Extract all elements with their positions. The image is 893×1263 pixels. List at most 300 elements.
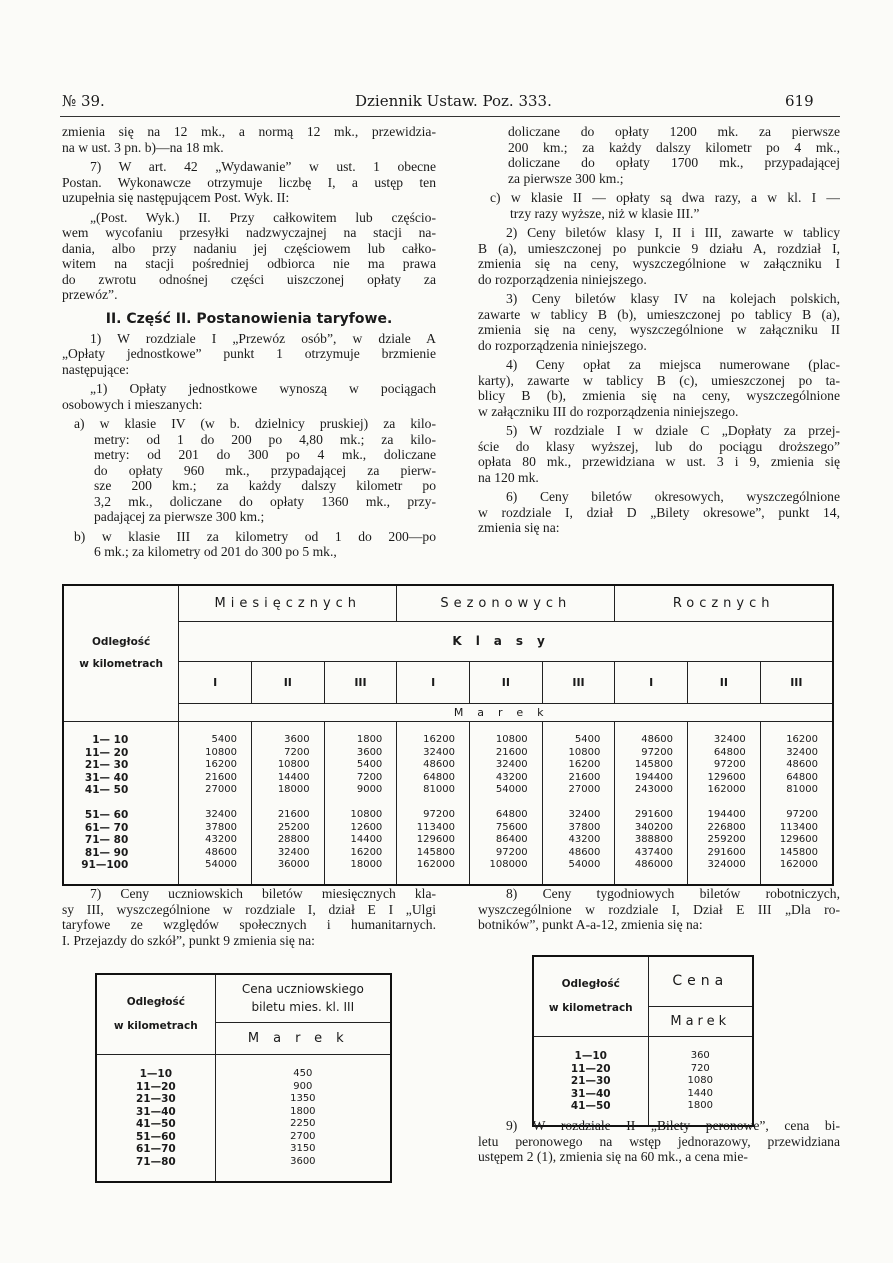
text-line: w załączniku III do rozporządzenia niniejszego. bbox=[478, 403, 739, 419]
text-line: „Opłaty jednostkowe” punkt 1 otrzymuje brzmienie bbox=[62, 346, 436, 361]
class-header: III bbox=[324, 661, 397, 703]
price-cell: 3600 bbox=[324, 747, 397, 760]
spacer-cell bbox=[96, 1168, 215, 1182]
distance-cell: 41—50 bbox=[533, 1100, 648, 1113]
distance-cell: 91—100 bbox=[63, 859, 179, 872]
text-line: 9) W rozdziale II „Bilety peronowe”, cena bi- bbox=[506, 1118, 840, 1133]
paragraph bbox=[478, 1118, 840, 1165]
table-row bbox=[63, 759, 833, 772]
price-cell: 48600 bbox=[397, 759, 470, 772]
price-cell: 360 bbox=[648, 1050, 753, 1063]
classes-label: Klasy bbox=[179, 621, 833, 661]
price-cell: 1800 bbox=[648, 1100, 753, 1113]
price-cell: 32400 bbox=[179, 809, 252, 822]
table-row bbox=[533, 1050, 753, 1063]
text-line: metry: od 201 do 300 po 4 mk., doliczane bbox=[94, 447, 436, 462]
price-cell: 5400 bbox=[542, 734, 615, 747]
paragraph bbox=[62, 529, 436, 560]
distance-cell: 21—30 bbox=[96, 1093, 215, 1106]
text-line: do opłaty 960 mk., przypadającej za pierw- bbox=[94, 462, 436, 478]
text-line: zawarte w tablicy B (b), umieszczonej po tablicy B (a), bbox=[478, 306, 840, 322]
class-header: I bbox=[615, 661, 688, 703]
class-header: III bbox=[760, 661, 833, 703]
distance-cell: 11—20 bbox=[96, 1081, 215, 1094]
spacer-cell bbox=[397, 797, 470, 810]
spacer-row bbox=[533, 1036, 753, 1050]
text-line: osobowych i mieszanych: bbox=[62, 396, 203, 412]
page-number: 619 bbox=[785, 92, 814, 110]
text-line: 7) W art. 42 „Wydawanie” w ust. 1 obecne bbox=[90, 159, 436, 174]
price-cell: 43200 bbox=[179, 834, 252, 847]
text-line: uzupełnia się następującem Post. Wyk. II: bbox=[62, 190, 290, 205]
price-cell: 21600 bbox=[251, 809, 324, 822]
text-line: 1) W rozdziale I „Przewóz osób”, w dziale A bbox=[90, 330, 436, 346]
text-line: ustępem 2 (1), zmienia się na 60 mk., a cena mie- bbox=[478, 1149, 748, 1164]
distance-cell: 1—10 bbox=[96, 1068, 215, 1081]
price-cell: 291600 bbox=[688, 847, 761, 860]
price-cell: 32400 bbox=[469, 759, 542, 772]
spacer-cell bbox=[215, 1168, 391, 1182]
spacer-cell bbox=[63, 872, 179, 886]
header-row-classes-label bbox=[63, 621, 833, 661]
distance-cell: 31—40 bbox=[96, 1106, 215, 1119]
distance-cell: 71— 80 bbox=[63, 834, 179, 847]
distance-cell: 1—10 bbox=[533, 1050, 648, 1063]
spacer-cell bbox=[615, 721, 688, 734]
price-cell: 21600 bbox=[469, 747, 542, 760]
spacer-cell bbox=[397, 872, 470, 886]
table-row bbox=[63, 784, 833, 797]
price-cell: 1350 bbox=[215, 1093, 391, 1106]
issue-number: № 39. bbox=[62, 92, 105, 110]
class-header: II bbox=[251, 661, 324, 703]
price-cell: 54000 bbox=[179, 859, 252, 872]
paragraph bbox=[478, 357, 840, 419]
class-header: II bbox=[469, 661, 542, 703]
price-cell: 16200 bbox=[542, 759, 615, 772]
table-row bbox=[63, 734, 833, 747]
price-cell: 14400 bbox=[251, 772, 324, 785]
price-cell: 10800 bbox=[179, 747, 252, 760]
table-row bbox=[63, 809, 833, 822]
ticket-type-header: Rocznych bbox=[615, 585, 833, 621]
ticket-type-header: Sezonowych bbox=[397, 585, 615, 621]
spacer-cell bbox=[324, 721, 397, 734]
period-ticket-table bbox=[62, 584, 834, 886]
price-cell: 32400 bbox=[251, 847, 324, 860]
distance-header bbox=[533, 956, 648, 1036]
text-line: dania, albo przy nadaniu jej częściowem lub całko- bbox=[62, 240, 436, 256]
spacer-cell bbox=[251, 872, 324, 886]
price-cell: 21600 bbox=[542, 772, 615, 785]
paragraph bbox=[62, 331, 436, 378]
distance-cell: 11— 20 bbox=[63, 747, 179, 760]
section-heading: II. Część II. Postanowienia taryfowe. bbox=[105, 310, 393, 327]
paragraph bbox=[478, 291, 840, 353]
price-cell: 3600 bbox=[251, 734, 324, 747]
header-row bbox=[533, 956, 753, 1006]
distance-header-line: w kilometrach bbox=[79, 658, 164, 671]
distance-cell: 81— 90 bbox=[63, 847, 179, 860]
distance-header-line: w kilometrach bbox=[548, 1002, 633, 1015]
journal-title: Dziennik Ustaw. Poz. 333. bbox=[355, 92, 552, 110]
text-line: b) w klasie III za kilometry od 1 do 200—po bbox=[74, 528, 436, 544]
text-line: taryfowe ze względów społecznych i humanitarnych. bbox=[62, 917, 436, 932]
text-line: 7) Ceny uczniowskich biletów miesięcznych kla- bbox=[90, 886, 436, 901]
class-header: I bbox=[397, 661, 470, 703]
text-line: 5) W rozdziale I w dziale C „Dopłaty za przej- bbox=[506, 423, 840, 438]
spacer-cell bbox=[469, 797, 542, 810]
spacer-cell bbox=[215, 1054, 391, 1068]
price-cell: 145800 bbox=[397, 847, 470, 860]
spacer-cell bbox=[324, 872, 397, 886]
price-cell: 145800 bbox=[760, 847, 833, 860]
distance-cell: 31— 40 bbox=[63, 772, 179, 785]
distance-cell: 11—20 bbox=[533, 1063, 648, 1076]
distance-header-line: Odległość bbox=[126, 996, 185, 1009]
text-line: I. Przejazdy do szkół”, punkt 9 zmienia się na: bbox=[62, 932, 315, 948]
price-cell: 18000 bbox=[324, 859, 397, 872]
price-cell: 388800 bbox=[615, 834, 688, 847]
price-cell: 2700 bbox=[215, 1131, 391, 1144]
price-cell: 486000 bbox=[615, 859, 688, 872]
paragraph bbox=[62, 159, 436, 206]
text-line: następujące: bbox=[62, 361, 130, 377]
paragraph bbox=[478, 124, 840, 186]
price-cell: 5400 bbox=[179, 734, 252, 747]
paragraph bbox=[478, 489, 840, 536]
distance-header-line: w kilometrach bbox=[113, 1020, 198, 1033]
price-cell: 86400 bbox=[469, 834, 542, 847]
section-9 bbox=[478, 1118, 840, 1169]
price-cell: 32400 bbox=[397, 747, 470, 760]
text-line: do rozporządzenia niniejszego. bbox=[478, 271, 647, 287]
price-cell: 48600 bbox=[615, 734, 688, 747]
table-row bbox=[96, 1143, 391, 1156]
price-cell: 48600 bbox=[179, 847, 252, 860]
price-cell: 1800 bbox=[324, 734, 397, 747]
paragraph bbox=[62, 210, 436, 303]
spacer-cell bbox=[542, 721, 615, 734]
text-line: metry: od 1 do 200 po 4,80 mk.; za kilo- bbox=[94, 431, 436, 447]
paragraph bbox=[62, 886, 436, 948]
class-header: II bbox=[688, 661, 761, 703]
price-cell: 37800 bbox=[179, 822, 252, 835]
price-cell: 16200 bbox=[760, 734, 833, 747]
price-cell: 64800 bbox=[469, 809, 542, 822]
distance-header-line: Odległość bbox=[92, 636, 151, 649]
student-ticket-table bbox=[95, 973, 392, 1183]
distance-cell: 21— 30 bbox=[63, 759, 179, 772]
price-cell: 75600 bbox=[469, 822, 542, 835]
distance-cell: 31—40 bbox=[533, 1088, 648, 1101]
price-cell: 720 bbox=[648, 1063, 753, 1076]
spacer-row bbox=[96, 1168, 391, 1182]
text-line: botników”, punkt A-a-12, zmienia się na: bbox=[478, 917, 703, 932]
price-cell: 37800 bbox=[542, 822, 615, 835]
paragraph bbox=[478, 225, 840, 287]
text-line: 3,2 mk., doliczane do opłaty 1360 mk., przy- bbox=[94, 493, 436, 509]
price-cell: 194400 bbox=[688, 809, 761, 822]
section-8 bbox=[478, 886, 840, 937]
header-row-classes bbox=[63, 661, 833, 703]
unit-label: Marek bbox=[179, 703, 833, 721]
text-line: Postan. Wykonawcze otrzymuje liczbę I, a ustęp ten bbox=[62, 174, 436, 190]
text-line: 6) Ceny biletów okresowych, wyszczególnione bbox=[506, 489, 840, 504]
table-row bbox=[96, 1081, 391, 1094]
price-cell: 64800 bbox=[760, 772, 833, 785]
price-cell: 43200 bbox=[469, 772, 542, 785]
text-line: ście do klasy wyższej, lub do pociągu droższego” bbox=[478, 438, 840, 454]
spacer-cell bbox=[469, 872, 542, 886]
distance-cell: 61— 70 bbox=[63, 822, 179, 835]
spacer-cell bbox=[688, 721, 761, 734]
price-cell: 14400 bbox=[324, 834, 397, 847]
spacer-cell bbox=[251, 797, 324, 810]
text-line: doliczane do opłaty 1700 mk., przypadającej bbox=[508, 155, 840, 170]
spacer-row bbox=[63, 797, 833, 810]
price-cell: 129600 bbox=[760, 834, 833, 847]
text-line: opłata 80 mk., przewidziana w ust. 3 i 9, zmienia się bbox=[478, 454, 840, 469]
class-header: I bbox=[179, 661, 252, 703]
spacer-cell bbox=[542, 872, 615, 886]
text-line: 3) Ceny biletów klasy IV na kolejach polskich, bbox=[506, 291, 840, 306]
text-line: 2) Ceny biletów klasy I, II i III, zawarte w tablicy bbox=[506, 225, 840, 240]
price-cell: 48600 bbox=[760, 759, 833, 772]
price-cell: 340200 bbox=[615, 822, 688, 835]
price-cell: 1800 bbox=[215, 1106, 391, 1119]
price-cell: 259200 bbox=[688, 834, 761, 847]
price-cell: 10800 bbox=[469, 734, 542, 747]
price-cell: 16200 bbox=[397, 734, 470, 747]
price-cell: 3150 bbox=[215, 1143, 391, 1156]
table-row bbox=[96, 1131, 391, 1144]
price-cell: 32400 bbox=[542, 809, 615, 822]
price-cell: 450 bbox=[215, 1068, 391, 1081]
text-line: doliczane do opłaty 1200 mk. za pierwsze bbox=[508, 124, 840, 139]
text-line: 6 mk.; za kilometry od 201 do 300 po 5 mk., bbox=[94, 544, 337, 559]
spacer-cell bbox=[615, 797, 688, 810]
table-row bbox=[533, 1088, 753, 1101]
spacer-cell bbox=[469, 721, 542, 734]
text-line: witem na stacji pośredniej odbiorca nie ma prawa bbox=[62, 256, 436, 271]
price-cell: 162000 bbox=[397, 859, 470, 872]
price-cell: 291600 bbox=[615, 809, 688, 822]
distance-header bbox=[96, 974, 215, 1054]
price-cell: 1080 bbox=[648, 1075, 753, 1088]
distance-cell: 1— 10 bbox=[63, 734, 179, 747]
text-line: 200 km.; za każdy dalszy kilometr po 4 mk., bbox=[508, 139, 840, 155]
price-cell: 162000 bbox=[688, 784, 761, 797]
price-cell: 16200 bbox=[179, 759, 252, 772]
spacer-cell bbox=[63, 721, 179, 734]
price-cell: 437400 bbox=[615, 847, 688, 860]
price-cell: 10800 bbox=[542, 747, 615, 760]
price-cell: 12600 bbox=[324, 822, 397, 835]
price-cell: 113400 bbox=[397, 822, 470, 835]
distance-cell: 71—80 bbox=[96, 1156, 215, 1169]
text-line: sze 200 km.; za każdy dalszy kilometr po bbox=[94, 478, 436, 493]
right-column bbox=[478, 124, 840, 540]
price-cell: 97200 bbox=[615, 747, 688, 760]
price-cell: 18000 bbox=[251, 784, 324, 797]
spacer-cell bbox=[179, 721, 252, 734]
table-row bbox=[96, 1118, 391, 1131]
paragraph bbox=[478, 423, 840, 485]
distance-header bbox=[63, 585, 179, 721]
text-line: „(Post. Wyk.) II. Przy całkowitem lub częścio- bbox=[90, 209, 436, 225]
price-cell: 21600 bbox=[179, 772, 252, 785]
spacer-cell bbox=[542, 797, 615, 810]
table-row bbox=[63, 859, 833, 872]
text-line: 4) Ceny opłat za miejsca numerowane (plac- bbox=[506, 357, 840, 372]
price-cell: 43200 bbox=[542, 834, 615, 847]
spacer-cell bbox=[179, 872, 252, 886]
table-row bbox=[63, 772, 833, 785]
price-cell: 54000 bbox=[469, 784, 542, 797]
spacer-cell bbox=[688, 797, 761, 810]
text-line: za pierwsze 300 km.; bbox=[508, 170, 624, 186]
price-cell: 64800 bbox=[688, 747, 761, 760]
table-row bbox=[63, 834, 833, 847]
text-line: zmienia się na ceny, wyszczególnione w załączniku I bbox=[478, 256, 840, 271]
spacer-cell bbox=[96, 1054, 215, 1068]
header-row-groups bbox=[63, 585, 833, 621]
spacer-cell bbox=[324, 797, 397, 810]
table-row bbox=[63, 847, 833, 860]
ticket-type-header: Miesięcznych bbox=[179, 585, 397, 621]
price-cell: 32400 bbox=[688, 734, 761, 747]
text-line: sy III, wyszczególnione w rozdziale I, dział E I „Ulgi bbox=[62, 901, 436, 917]
unit-label: Marek bbox=[648, 1006, 753, 1036]
price-cell: 129600 bbox=[397, 834, 470, 847]
header-rule bbox=[60, 116, 840, 117]
distance-cell: 21—30 bbox=[533, 1075, 648, 1088]
text-line: c) w klasie II — opłaty są dwa razy, a w kl. I — bbox=[490, 190, 840, 205]
price-cell: 243000 bbox=[615, 784, 688, 797]
text-line: wem wycofaniu przesyłki nadzwyczajnej na stacji na- bbox=[62, 225, 436, 240]
price-cell: 48600 bbox=[542, 847, 615, 860]
price-cell: 97200 bbox=[397, 809, 470, 822]
text-line: do rozporządzenia niniejszego. bbox=[478, 337, 647, 353]
distance-header-line: Odległość bbox=[561, 978, 620, 991]
text-line: „1) Opłaty jednostkowe wynoszą w pociągach bbox=[90, 381, 436, 396]
price-header bbox=[215, 974, 391, 1022]
text-line: karty), zawarte w tablicy B (c), umieszczonej po ta- bbox=[478, 372, 840, 388]
price-cell: 64800 bbox=[397, 772, 470, 785]
price-cell: 32400 bbox=[760, 747, 833, 760]
table-row bbox=[63, 747, 833, 760]
table-row bbox=[533, 1100, 753, 1113]
spacer-row bbox=[63, 721, 833, 734]
text-line: przewóz”. bbox=[62, 287, 118, 302]
text-line: B (a), umieszczonej po punkcie 9 działu A, rozdział I, bbox=[478, 240, 840, 256]
price-cell: 27000 bbox=[542, 784, 615, 797]
paragraph bbox=[478, 190, 840, 221]
price-cell: 194400 bbox=[615, 772, 688, 785]
spacer-cell bbox=[533, 1036, 648, 1050]
spacer-cell bbox=[251, 721, 324, 734]
header-row bbox=[96, 974, 391, 1022]
header-row-unit bbox=[63, 703, 833, 721]
unit-label: Marek bbox=[215, 1022, 391, 1054]
price-cell: 113400 bbox=[760, 822, 833, 835]
left-column bbox=[62, 124, 436, 564]
price-cell: 129600 bbox=[688, 772, 761, 785]
price-header-line: Cena uczniowskiego bbox=[241, 982, 364, 997]
price-cell: 9000 bbox=[324, 784, 397, 797]
table-row bbox=[533, 1063, 753, 1076]
price-cell: 54000 bbox=[542, 859, 615, 872]
spacer-cell bbox=[397, 721, 470, 734]
price-cell: 3600 bbox=[215, 1156, 391, 1169]
price-cell: 81000 bbox=[397, 784, 470, 797]
table-row bbox=[96, 1106, 391, 1119]
text-line: padającej za pierwsze 300 km.; bbox=[94, 509, 265, 524]
price-cell: 7200 bbox=[251, 747, 324, 760]
text-line: na w ust. 3 pn. b)—na 18 mk. bbox=[62, 139, 224, 155]
text-line: 8) Ceny tygodniowych biletów robotniczych, bbox=[506, 886, 840, 901]
text-line: w rozdziale I, dział D „Bilety okresowe”, punkt 14, bbox=[478, 504, 840, 520]
price-cell: 226800 bbox=[688, 822, 761, 835]
spacer-cell bbox=[179, 797, 252, 810]
spacer-row bbox=[96, 1054, 391, 1068]
price-cell: 108000 bbox=[469, 859, 542, 872]
text-line: do zwrotu odnośnej części uiszczonej opłaty za bbox=[62, 271, 436, 287]
distance-cell: 61—70 bbox=[96, 1143, 215, 1156]
price-cell: 10800 bbox=[251, 759, 324, 772]
text-line: zmienia się na: bbox=[478, 520, 560, 535]
price-cell: 25200 bbox=[251, 822, 324, 835]
spacer-cell bbox=[648, 1036, 753, 1050]
spacer-cell bbox=[63, 797, 179, 810]
text-line: zmienia się na ceny, wyszczególnione w załączniku II bbox=[478, 322, 840, 337]
price-cell: 97200 bbox=[760, 809, 833, 822]
spacer-cell bbox=[760, 872, 833, 886]
table-row bbox=[63, 822, 833, 835]
price-cell: 162000 bbox=[760, 859, 833, 872]
price-cell: 7200 bbox=[324, 772, 397, 785]
paragraph bbox=[62, 124, 436, 155]
text-line: wyszczególnione w rozdziale I, Dział E III „Dla ro- bbox=[478, 901, 840, 917]
price-cell: 97200 bbox=[688, 759, 761, 772]
price-cell: 145800 bbox=[615, 759, 688, 772]
text-line: na 120 mk. bbox=[478, 469, 539, 485]
table-row bbox=[96, 1068, 391, 1081]
paragraph bbox=[62, 416, 436, 525]
text-line: blicy B (b), zmienia się na ceny, wyszczególnione bbox=[478, 388, 840, 403]
section-7 bbox=[62, 886, 436, 952]
spacer-cell bbox=[760, 797, 833, 810]
distance-cell: 51— 60 bbox=[63, 809, 179, 822]
paragraph bbox=[478, 886, 840, 933]
class-header: III bbox=[542, 661, 615, 703]
price-cell: 2250 bbox=[215, 1118, 391, 1131]
distance-cell: 41— 50 bbox=[63, 784, 179, 797]
price-cell: 97200 bbox=[469, 847, 542, 860]
price-cell: 10800 bbox=[324, 809, 397, 822]
spacer-row bbox=[63, 872, 833, 886]
price-cell: 5400 bbox=[324, 759, 397, 772]
table-row bbox=[96, 1093, 391, 1106]
distance-cell: 41—50 bbox=[96, 1118, 215, 1131]
spacer-cell bbox=[688, 872, 761, 886]
price-cell: 36000 bbox=[251, 859, 324, 872]
price-cell: 1440 bbox=[648, 1088, 753, 1101]
text-line: zmienia się na 12 mk., a normą 12 mk., przewidzia- bbox=[62, 124, 436, 139]
text-line: trzy razy wyższe, niż w klasie III.” bbox=[510, 205, 700, 221]
text-line: letu peronowego na wstęp jednorazowy, przewidziana bbox=[478, 1133, 840, 1149]
